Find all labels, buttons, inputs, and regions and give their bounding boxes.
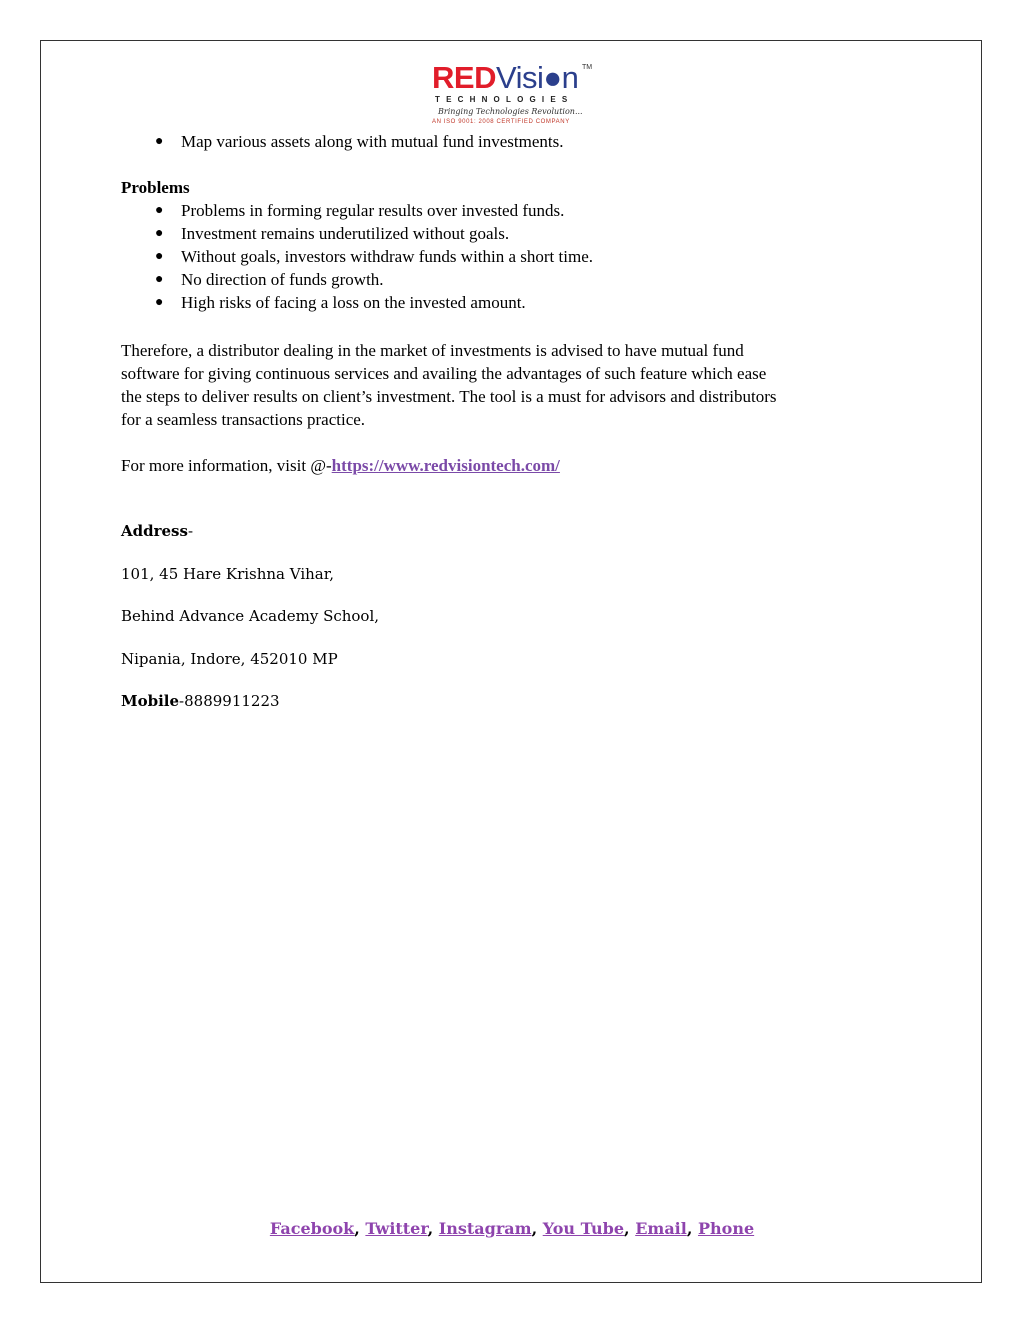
- instagram-link[interactable]: Instagram: [438, 1219, 532, 1238]
- problem-item: Without goals, investors withdraw funds within a short time.: [181, 247, 593, 266]
- problems-heading: Problems: [121, 178, 190, 197]
- phone-link[interactable]: Phone: [697, 1219, 755, 1238]
- youtube-link[interactable]: You Tube: [542, 1219, 625, 1238]
- mobile-line: [121, 691, 280, 711]
- address-label: Address: [121, 522, 188, 540]
- more-info-prefix: For more information, visit @-: [121, 456, 332, 475]
- bullet-icon: ●: [155, 226, 164, 241]
- footer-separator: ,: [354, 1219, 366, 1238]
- facebook-link[interactable]: Facebook: [269, 1219, 355, 1238]
- logo-wordmark: [432, 62, 578, 94]
- logo-vision-text: Visi●n: [495, 60, 579, 95]
- conclusion-line: Therefore, a distributor dealing in the market of investments is advised to have mutual fund: [121, 341, 744, 360]
- website-link[interactable]: https://www.redvisiontech.com/: [331, 456, 560, 475]
- logo-certification: AN ISO 9001: 2008 CERTIFIED COMPANY: [432, 119, 570, 125]
- conclusion-line: for a seamless transactions practice.: [121, 410, 366, 429]
- footer-separator: ,: [686, 1219, 698, 1238]
- more-info-line: [121, 456, 560, 476]
- address-line-2: Behind Advance Academy School,: [121, 607, 380, 625]
- company-logo: [432, 62, 594, 128]
- problem-item: High risks of facing a loss on the invested amount.: [181, 293, 526, 312]
- address-heading: [121, 521, 193, 541]
- problem-item: No direction of funds growth.: [181, 270, 384, 289]
- address-line-1: 101, 45 Hare Krishna Vihar,: [121, 565, 335, 583]
- problem-item: Investment remains underutilized without goals.: [181, 224, 510, 243]
- logo-tagline: Bringing Technologies Revolution...: [438, 107, 583, 116]
- bullet-icon: ●: [155, 203, 164, 218]
- footer-separator: ,: [624, 1219, 636, 1238]
- footer-links: [0, 1219, 1024, 1238]
- bullet-icon: ●: [155, 295, 164, 310]
- conclusion-paragraph: [121, 339, 911, 431]
- mobile-label: Mobile: [121, 692, 180, 710]
- logo-trademark: TM: [582, 64, 593, 71]
- problem-item: Problems in forming regular results over invested funds.: [181, 201, 565, 220]
- logo-red-text: RED: [432, 60, 496, 95]
- footer-separator: ,: [427, 1219, 439, 1238]
- footer-separator: ,: [531, 1219, 543, 1238]
- logo-subtitle: TECHNOLOGIES: [435, 95, 574, 104]
- intro-bullet-text: Map various assets along with mutual fund investments.: [181, 132, 564, 151]
- address-dash: -: [187, 522, 194, 540]
- conclusion-line: the steps to deliver results on client’s investment. The tool is a must for advisors and distributors: [121, 387, 777, 406]
- bullet-icon: ●: [155, 249, 164, 264]
- mobile-value: -8889911223: [179, 692, 280, 710]
- bullet-icon: ●: [155, 272, 164, 287]
- conclusion-line: software for giving continuous services and availing the advantages of such feature which ease: [121, 364, 767, 383]
- address-line-3: Nipania, Indore, 452010 MP: [121, 650, 338, 668]
- email-link[interactable]: Email: [635, 1219, 687, 1238]
- bullet-icon: ●: [155, 134, 164, 149]
- twitter-link[interactable]: Twitter: [365, 1219, 428, 1238]
